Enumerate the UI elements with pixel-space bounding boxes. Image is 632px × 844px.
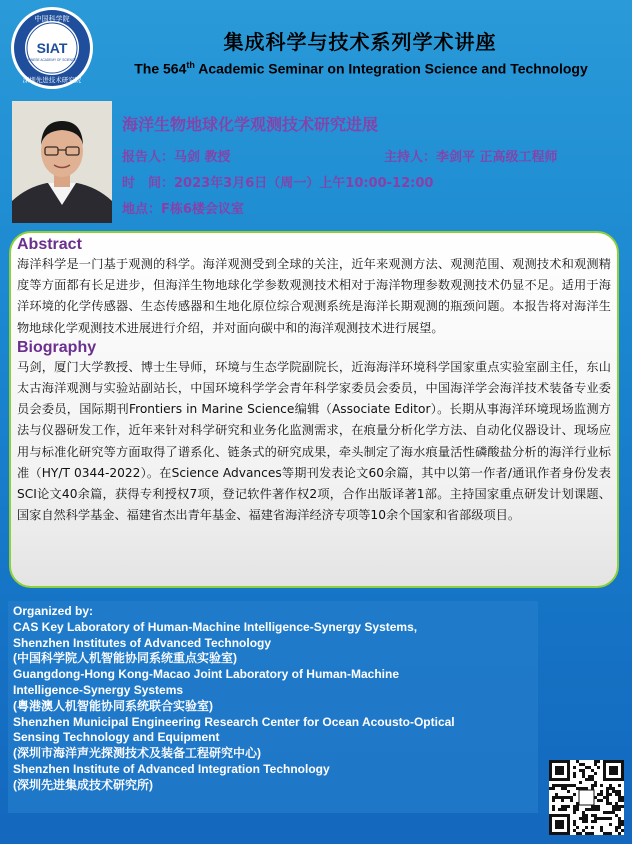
place-info: 地点：F栋6楼会议室 bbox=[122, 202, 244, 217]
biography-text: 马剑，厦门大学教授、博士生导师，环境与生态学院副院长，近海海洋环境科学国家重点实验室副主任，东山太古海洋观测与实验站副站长，中国环境科学学会青年科学家委员会委员，中国海洋学会海洋技术装备专业委员会委员，国际期刊Frontiers in Marine Science编辑（Associate Editor）。长期从事海洋环境现场监测方法与仪器研发工作，近年来针对科学研究和业务化监测需求，在痕量分析化学方法、自动化仪器设计、现场应用与标准化研究等方面取得了谱系化、链条式的研究成果，牵头制定了海水痕量活性磷酸盐分析的海洋行业标准（HY/T 0344-2022）。在Science Advances等期刊发表论文60余篇，其中以第一作者/通讯作者身份发表SCI论文40余篇，获得专利授权7项，登记软件著作权2项，合作出版译著1部。主持国家重点研发计划课题、国家自然科学基金、福建省杰出青年基金、福建省海洋经济专项等10余个国家和省部级项目。 bbox=[17, 359, 611, 523]
organizer-line: Shenzhen Municipal Engineering Research Center for Ocean Acousto-Optical bbox=[13, 714, 455, 729]
page-title-en: The 564th Academic Seminar on Integration Science and Technology bbox=[134, 60, 588, 77]
logo-bottom-text: 深圳先进技术研究院 bbox=[22, 76, 82, 84]
logo-sub-text: CHINESE ACADEMY OF SCIENCES bbox=[25, 58, 79, 62]
speaker-info: 报告人：马剑 教授 bbox=[122, 150, 231, 165]
organizer-line: (深圳先进集成技术研究所) bbox=[13, 777, 153, 792]
abstract-text: 海洋科学是一门基于观测的科学。海洋观测受到全球的关注，近年来观测方法、观测范围、观测技术和观测精度等方面都有长足进步，但海洋生物地球化学参数观测技术相对于海洋物理参数观测技术仍显不足。适用于海洋环境的化学传感器、生态传感器和生地化原位综合观测系统是海洋长期观测的瓶颈问题。本报告将对海洋生物地球化学观测技术进展进行介绍，并对面向碳中和的海洋观测技术进行展望。 bbox=[17, 257, 611, 335]
page-title-cn: 集成科学与技术系列学术讲座 bbox=[223, 30, 497, 54]
organizers-panel bbox=[8, 601, 538, 813]
qr-code bbox=[549, 760, 624, 835]
organizer-line: (中国科学院人机智能协同系统重点实验室) bbox=[13, 651, 237, 666]
logo-top-text: 中国科学院 bbox=[34, 15, 70, 23]
organizer-line: Sensing Technology and Equipment bbox=[13, 730, 220, 745]
organizer-line: Guangdong-Hong Kong-Macao Joint Laboratory of Human-Machine bbox=[13, 667, 399, 682]
host-info: 主持人：李剑平 正高级工程师 bbox=[384, 150, 558, 165]
biography-heading: Biography bbox=[17, 338, 97, 356]
organizer-line: (深圳市海洋声光探测技术及装备工程研究中心) bbox=[13, 746, 261, 761]
organizer-line: Shenzhen Institutes of Advanced Technology bbox=[13, 635, 272, 650]
time-info: 时 间：2023年3月6日（周一）上午10:00-12:00 bbox=[122, 176, 434, 191]
organizer-line: Intelligence-Synergy Systems bbox=[13, 682, 184, 697]
talk-title: 海洋生物地球化学观测技术研究进展 bbox=[122, 115, 379, 134]
organizer-line: Shenzhen Institute of Advanced Integration Technology bbox=[13, 761, 330, 776]
organizer-line: (粤港澳人机智能协同系统联合实验室) bbox=[13, 698, 213, 713]
abstract-biography-panel bbox=[9, 231, 619, 588]
logo-main-text: SIAT bbox=[36, 40, 68, 56]
siat-logo bbox=[10, 6, 94, 90]
organizer-line: CAS Key Laboratory of Human-Machine Intelligence-Synergy Systems, bbox=[13, 619, 418, 634]
organizers-heading: Organized by: bbox=[13, 604, 94, 618]
speaker-photo bbox=[12, 101, 112, 223]
abstract-heading: Abstract bbox=[17, 236, 82, 253]
